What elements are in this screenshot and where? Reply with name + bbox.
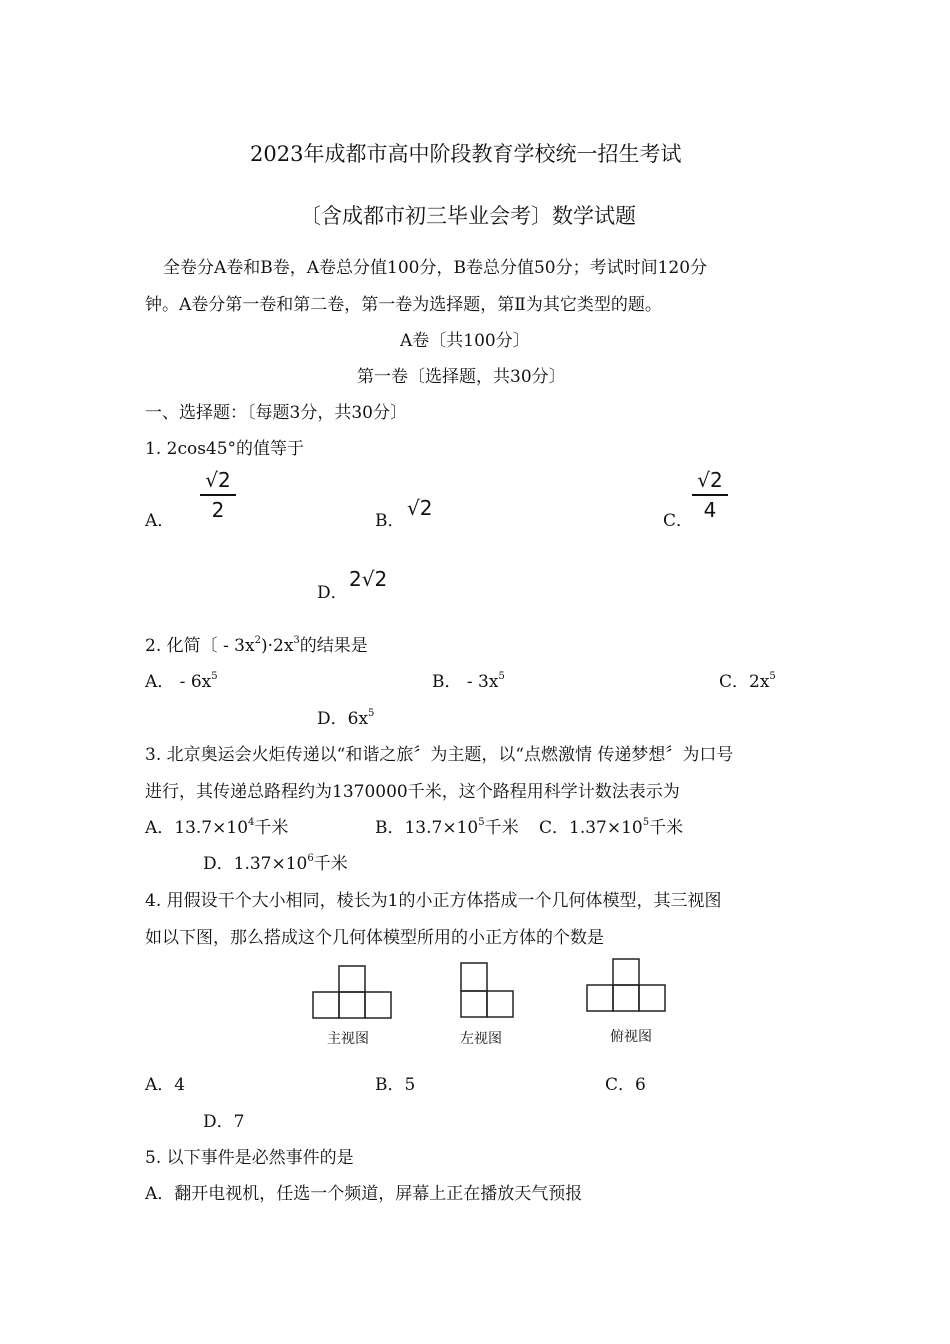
- q3-stem-line-1: 3. 北京奥运会火炬传递以“和谐之旅〞为主题，以“点燃激情 传递梦想〞为口号: [145, 745, 734, 765]
- q4-option-d: D．7: [203, 1112, 245, 1132]
- section-a-heading: A卷〔共100分〕: [400, 331, 530, 351]
- q2-option-c: [719, 667, 776, 692]
- q2-option-a-text: A． - 6x: [145, 672, 212, 692]
- q1-option-b-label: B．: [375, 511, 405, 531]
- exam-title: 2023年成都市高中阶段教育学校统一招生考试: [250, 142, 682, 166]
- q2-option-a: [145, 667, 218, 692]
- q2-stem-pre: 2. 化简〔 - 3x: [145, 636, 255, 656]
- q2-stem-sup1: 2: [254, 635, 261, 646]
- q1-option-d-value: 2√2: [349, 567, 388, 591]
- left-view-drawing: [461, 963, 513, 1017]
- q1-stem: 1. 2cos45°的值等于: [145, 439, 305, 459]
- q1-option-c-fraction: [692, 468, 728, 522]
- front-view-caption: 主视图: [327, 1031, 369, 1047]
- q3-option-d-pre: D．1.37×10: [203, 854, 308, 874]
- left-view-square: [487, 991, 513, 1017]
- q3-option-a-post: 千米: [254, 818, 289, 838]
- q1-option-c-denominator: 4: [703, 497, 717, 522]
- front-view-square: [313, 992, 339, 1018]
- fraction-bar: [692, 494, 728, 496]
- top-view-caption: 俯视图: [610, 1029, 652, 1045]
- q2-option-b-sup: 5: [498, 671, 505, 682]
- q1-option-a-numerator: √2: [205, 468, 231, 492]
- left-view-caption: 左视图: [460, 1031, 502, 1047]
- fraction-bar: [200, 494, 236, 496]
- q4-option-a: A．4: [145, 1075, 186, 1095]
- q5-stem: 5. 以下事件是必然事件的是: [145, 1148, 354, 1168]
- exam-subtitle: 〔含成都市初三毕业会考〕数学试题: [300, 204, 636, 228]
- q3-option-a-sup: 4: [248, 817, 255, 828]
- q1-option-b-value: √2: [407, 496, 433, 520]
- q3-option-c-pre: C．1.37×10: [539, 818, 643, 838]
- q2-option-d-text: D．6x: [317, 709, 369, 729]
- q1-option-c-numerator: √2: [697, 468, 723, 492]
- q2-option-b-text: B． - 3x: [432, 672, 499, 692]
- top-view-square: [613, 959, 639, 985]
- q3-option-d-post: 千米: [313, 854, 348, 874]
- q3-option-c-post: 千米: [649, 818, 684, 838]
- q3-option-b: [375, 813, 519, 838]
- q4-option-b: B．5: [375, 1075, 416, 1095]
- q3-option-b-pre: B．13.7×10: [375, 818, 479, 838]
- q1-option-a-fraction: [200, 468, 236, 522]
- q2-stem: [145, 631, 368, 656]
- part-1-heading: 一、选择题：〔每题3分，共30分〕: [145, 403, 407, 423]
- q3-stem-line-2: 进行，其传递总路程约为1370000千米，这个路程用科学计数法表示为: [145, 782, 680, 802]
- q1-option-c-label: C．: [663, 511, 694, 531]
- q2-option-c-sup: 5: [769, 671, 776, 682]
- intro-line-1: 全卷分A卷和B卷，A卷总分值100分，B卷总分值50分；考试时间120分: [163, 258, 708, 278]
- q5-option-a: A．翻开电视机，任选一个频道，屏幕上正在播放天气预报: [145, 1184, 583, 1204]
- q3-option-a-pre: A．13.7×10: [145, 818, 249, 838]
- q2-option-d: [317, 704, 374, 729]
- front-view-square: [339, 992, 365, 1018]
- volume-1-heading: 第一卷〔选择题，共30分〕: [357, 367, 566, 387]
- intro-line-2: 钟。A卷分第一卷和第二卷，第一卷为选择题，第Ⅱ为其它类型的题。: [145, 295, 662, 315]
- q3-option-c: [539, 813, 683, 838]
- q3-option-b-post: 千米: [484, 818, 519, 838]
- q4-stem-line-2: 如以下图，那么搭成这个几何体模型所用的小正方体的个数是: [145, 928, 604, 948]
- q2-option-a-sup: 5: [211, 671, 218, 682]
- q2-option-b: [432, 667, 505, 692]
- top-view-square: [587, 985, 613, 1011]
- left-view-square: [461, 963, 487, 991]
- q2-option-c-text: C．2x: [719, 672, 770, 692]
- q2-option-d-sup: 5: [368, 708, 375, 719]
- q3-option-d: [203, 849, 348, 874]
- top-view-square: [613, 985, 639, 1011]
- front-view-square: [339, 966, 365, 992]
- front-view-square: [365, 992, 391, 1018]
- q3-option-a: [145, 813, 288, 838]
- q1-option-a-label: A．: [145, 511, 175, 531]
- front-view-drawing: [313, 966, 391, 1018]
- q4-stem-line-1: 4. 用假设干个大小相同，棱长为1的小正方体搭成一个几何体模型，其三视图: [145, 891, 722, 911]
- q2-stem-mid: )·2x: [260, 636, 294, 656]
- top-view-drawing: [587, 959, 665, 1011]
- top-view-square: [639, 985, 665, 1011]
- q4-option-c: C．6: [605, 1075, 646, 1095]
- left-view-square: [461, 991, 487, 1017]
- q3-option-d-sup: 6: [307, 853, 314, 864]
- q2-stem-post: 的结果是: [299, 636, 368, 656]
- q1-option-a-denominator: 2: [211, 497, 225, 522]
- q3-option-b-sup: 5: [478, 817, 485, 828]
- q1-option-d-label: D．: [317, 583, 348, 603]
- q3-option-c-sup: 5: [642, 817, 650, 828]
- q2-stem-sup2: 3: [293, 635, 300, 646]
